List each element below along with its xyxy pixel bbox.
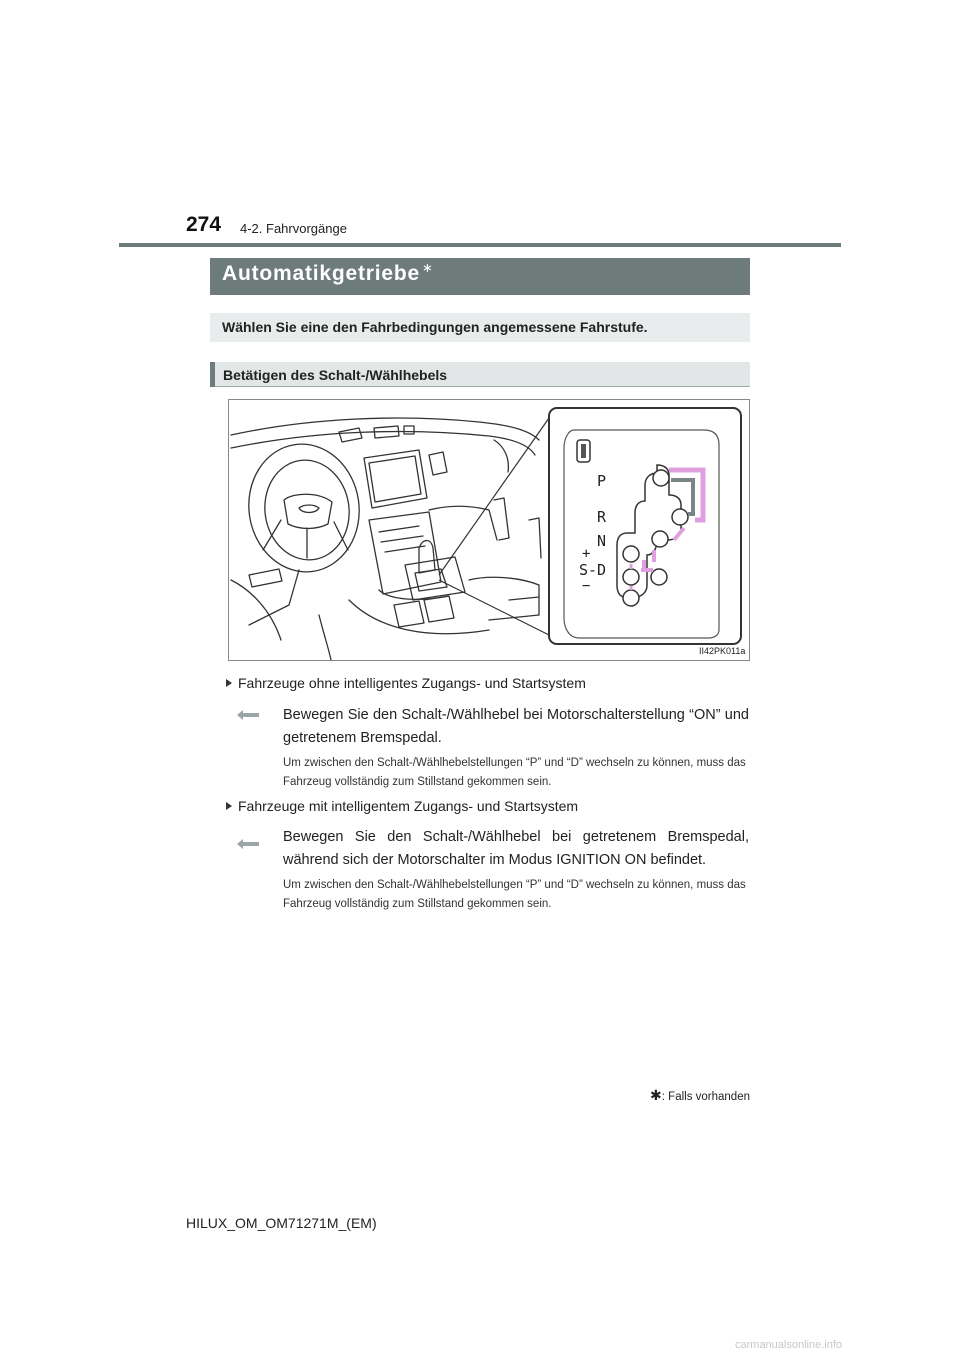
note-text: Um zwischen den Schalt-/Wählhebelstellungen “P” und “D” wechseln zu können, muss das Fahrzeug vollständig zum Stillstand gekommen sein. (283, 879, 746, 910)
gate-label-sd: S-D (579, 561, 607, 579)
gate-label-plus: + (582, 546, 591, 562)
section-label: 4-2. Fahrvorgänge (240, 221, 347, 236)
instruction-text: Bewegen Sie den Schalt-/Wählhebel bei Motorschalterstellung “ON” und getretenem Bremspedal. (283, 707, 749, 746)
bullet-text: Fahrzeuge ohne intelligentes Zugangs- und Startsystem (238, 675, 586, 691)
left-arrow-icon (237, 710, 259, 720)
bullet-item-2 (226, 798, 578, 814)
bullet-text: Fahrzeuge mit intelligentem Zugangs- und Startsystem (238, 798, 579, 814)
asterisk-marker: ✱ (650, 1087, 662, 1103)
watermark: carmanualsonline.info (735, 1339, 843, 1351)
page-title (210, 258, 750, 295)
gate-label-p: P (597, 472, 607, 490)
footnote (560, 1087, 750, 1104)
note-text: Um zwischen den Schalt-/Wählhebelstellungen “P” und “D” wechseln zu können, muss das Fahrzeug vollständig zum Stillstand gekommen sein. (283, 757, 746, 788)
header-rule (119, 243, 841, 247)
sub-heading: Betätigen des Schalt-/Wählhebels (210, 362, 750, 387)
instruction-text: Bewegen Sie den Schalt-/Wählhebel bei getretenem Bremspedal, während sich der Motorschalter im Modus IGNITION ON befindet. (283, 829, 749, 868)
footnote-text: : Falls vorhanden (661, 1091, 750, 1103)
shift-lever-figure (228, 399, 750, 661)
optional-marker: ∗ (421, 260, 434, 275)
page-number: 274 (186, 213, 222, 236)
gate-label-r: R (597, 508, 607, 526)
triangle-bullet-icon (226, 802, 232, 810)
triangle-bullet-icon (226, 679, 232, 687)
figure-code: II42PK011a (699, 646, 746, 656)
left-arrow-icon (237, 839, 259, 849)
gate-label-n: N (597, 532, 607, 550)
gate-label-minus: − (582, 578, 591, 594)
dashboard-illustration (229, 400, 749, 660)
intro-box: Wählen Sie eine den Fahrbedingungen angemessene Fahrstufe. (210, 313, 750, 342)
page-title-text: Automatikgetriebe (222, 262, 420, 285)
bullet-item-1 (226, 675, 586, 691)
document-id: HILUX_OM_OM71271M_(EM) (186, 1215, 377, 1231)
